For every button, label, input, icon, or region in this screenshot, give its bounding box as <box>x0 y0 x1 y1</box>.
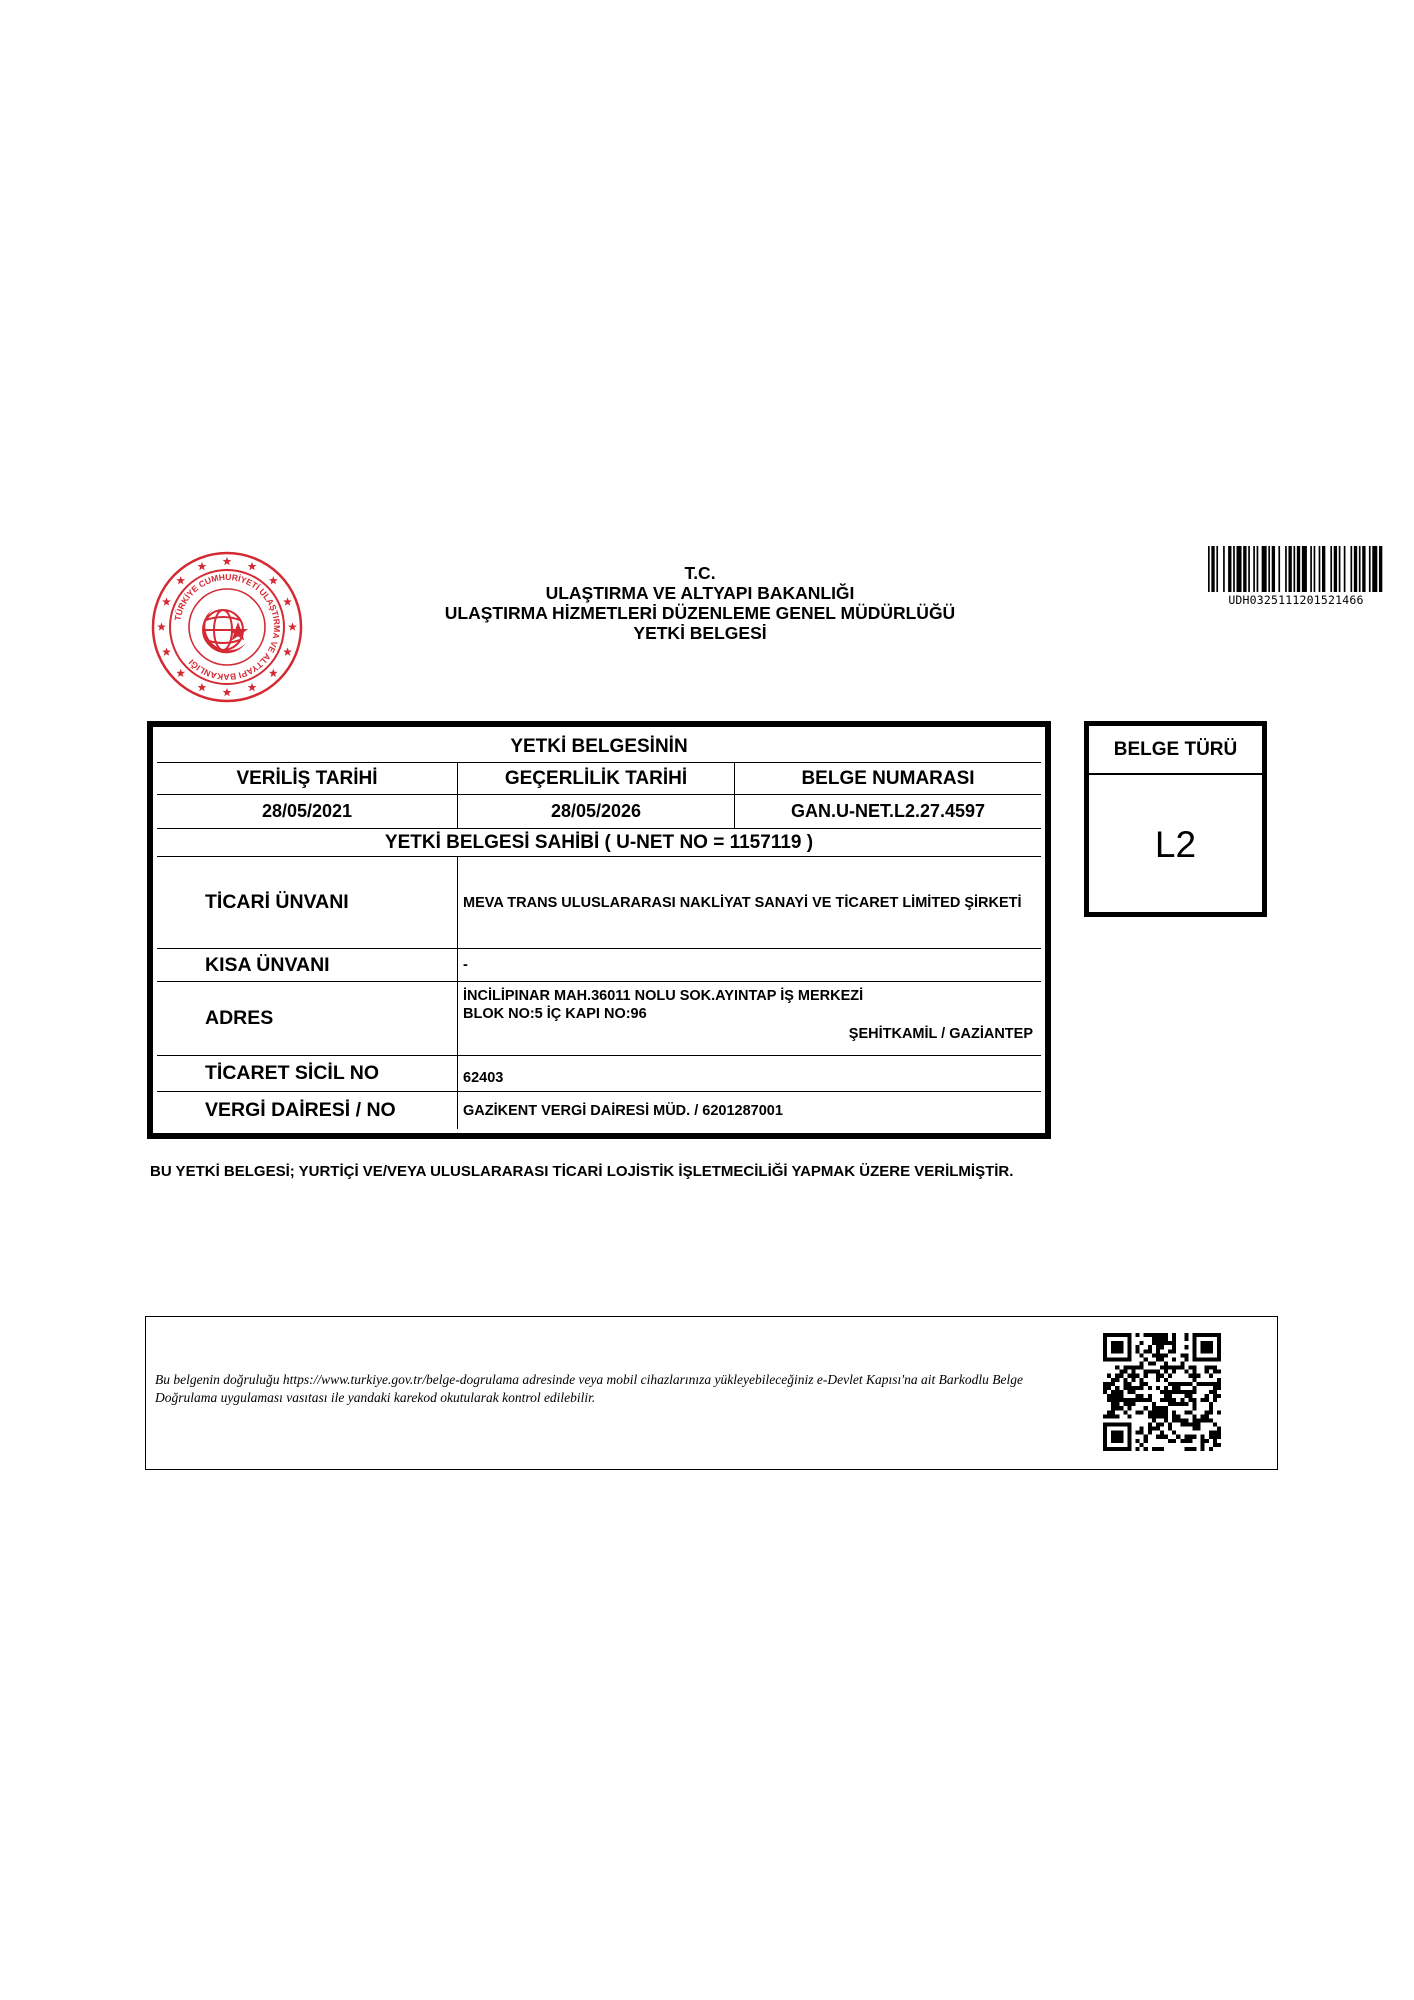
issue-date-header: VERİLİŞ TARİHİ <box>157 763 458 794</box>
registry-label: TİCARET SİCİL NO <box>157 1056 458 1091</box>
issue-date-value: 28/05/2021 <box>157 795 458 828</box>
holder-title: YETKİ BELGESİ SAHİBİ ( U-NET NO = 1157119 ) <box>384 831 814 853</box>
certificate-table <box>147 721 1051 1139</box>
document-type-title: BELGE TÜRÜ <box>1089 726 1262 775</box>
address-value <box>458 982 1041 1055</box>
document-type-box <box>1084 721 1267 917</box>
ministry-seal-icon <box>150 550 304 704</box>
seal-star-icon <box>248 562 257 570</box>
validity-date-header: GEÇERLİLİK TARİHİ <box>458 763 735 794</box>
address-line-1: İNCİLİPINAR MAH.36011 NOLU SOK.AYINTAP İŞ MERKEZİ <box>463 988 864 1004</box>
seal-star-icon <box>157 622 166 630</box>
svg-text:TÜRKİYE CUMHURİYETİ ULAŞTIRMA: TÜRKİYE CUMHURİYETİ ULAŞTIRMA VE ALTYAPI BAKANLIĞI <box>172 571 283 683</box>
registry-value: 62403 <box>463 1069 504 1086</box>
verification-text: Bu belgenin doğruluğu https://www.turkiye.gov.tr/belge-dogrulama adresinde veya mobil cihazlarınıza yükleyebileceğiniz e-Devlet Kapısı'na ait Barkodlu Belge Doğrulama uygulaması vasıtası ile yandaki karekod okutularak kontrol edilebilir. <box>155 1372 1023 1405</box>
certificate-title: YETKİ BELGESİNİN <box>510 735 688 757</box>
document-number-value: GAN.U-NET.L2.27.4597 <box>790 801 986 821</box>
qr-code-icon <box>1103 1333 1221 1451</box>
seal-star-icon <box>198 562 207 570</box>
seal-star-icon <box>248 683 257 691</box>
seal-star-icon <box>283 597 292 605</box>
address-city: ŞEHİTKAMİL / GAZİANTEP <box>848 1026 1033 1042</box>
barcode-icon <box>1208 546 1384 592</box>
header-line-directorate: ULAŞTIRMA HİZMETLERİ DÜZENLEME GENEL MÜDÜRLÜĞÜ <box>444 603 956 623</box>
seal-star-icon <box>176 669 185 677</box>
address-label: ADRES <box>157 982 458 1055</box>
short-name-label: KISA ÜNVANI <box>157 949 458 981</box>
qr-code[interactable] <box>1103 1333 1221 1451</box>
barcode <box>1208 546 1384 607</box>
authorization-statement: BU YETKİ BELGESİ; YURTİÇİ VE/VEYA ULUSLARARASI TİCARİ LOJİSTİK İŞLETMECİLİĞİ YAPMAK ÜZERE VERİLMİŞTİR. <box>150 1163 1014 1180</box>
ministry-seal <box>150 550 304 704</box>
trade-name-label: TİCARİ ÜNVANI <box>157 857 458 948</box>
tax-value: GAZİKENT VERGİ DAİRESİ MÜD. / 6201287001 <box>463 1102 783 1119</box>
seal-star-icon <box>198 683 207 691</box>
document-number-header: BELGE NUMARASI <box>801 767 975 789</box>
seal-star-icon <box>283 647 292 655</box>
document-type-value: L2 <box>1154 823 1197 865</box>
verification-box <box>145 1316 1278 1470</box>
header-line-ministry: ULAŞTIRMA VE ALTYAPI BAKANLIĞI <box>545 583 855 603</box>
seal-star-icon <box>288 622 297 630</box>
header-line-tc: T.C. <box>684 563 716 583</box>
address-line-2: BLOK NO:5 İÇ KAPI NO:96 <box>463 1006 647 1022</box>
seal-star-icon <box>223 557 232 565</box>
document-header <box>430 563 970 643</box>
header-line-document-title: YETKİ BELGESİ <box>633 623 767 643</box>
seal-star-icon <box>269 576 278 584</box>
seal-star-icon <box>176 576 185 584</box>
short-name-value: - <box>463 957 468 973</box>
seal-star-icon <box>223 688 232 696</box>
seal-star-icon <box>162 647 171 655</box>
tax-label: VERGİ DAİRESİ / NO <box>157 1092 458 1129</box>
trade-name-value: MEVA TRANS ULUSLARARASI NAKLİYAT SANAYİ VE TİCARET LİMİTED ŞİRKETİ <box>463 894 1022 911</box>
seal-star-icon <box>269 669 278 677</box>
barcode-number: UDH0325111201521466 <box>1228 593 1364 607</box>
seal-star-icon <box>162 597 171 605</box>
validity-date-value: 28/05/2026 <box>458 795 735 828</box>
